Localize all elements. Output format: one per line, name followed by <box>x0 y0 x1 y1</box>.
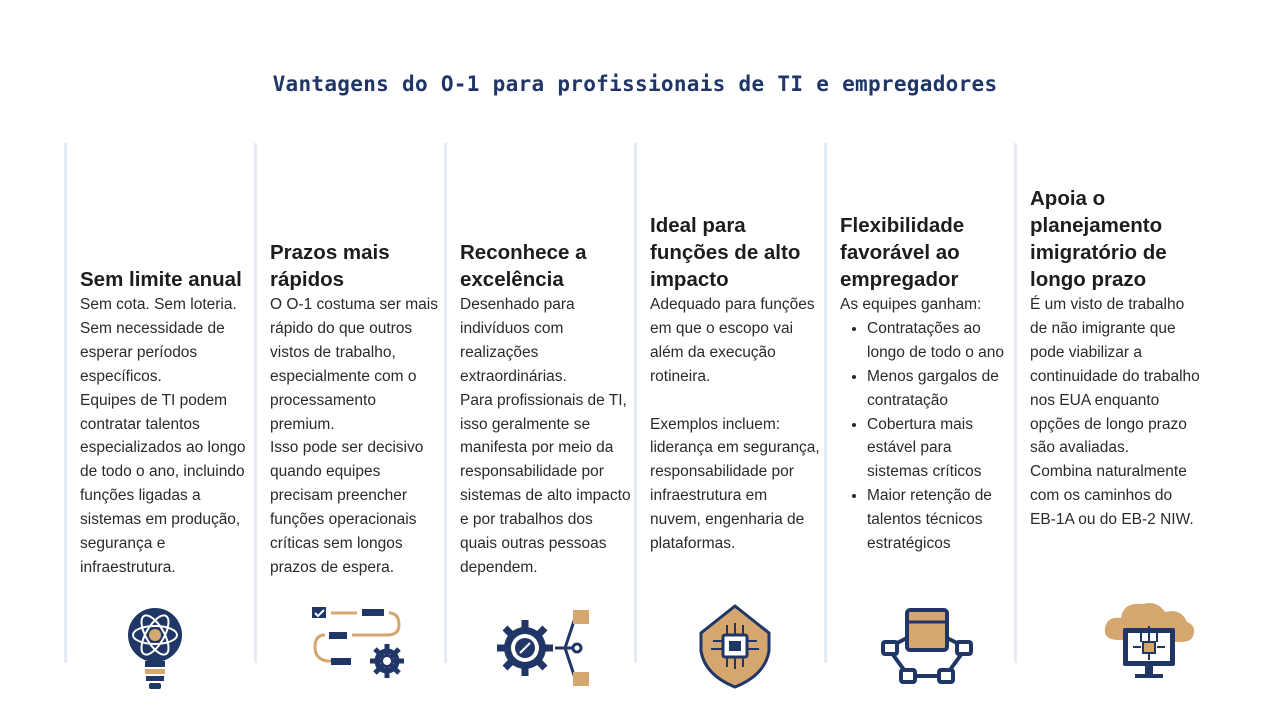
column-heading: Sem limite anual <box>80 268 242 291</box>
column-alto-impacto <box>634 143 822 663</box>
paragraph: Isso pode ser decisivo quando equipes precisam preencher funções operacionais críticas sem longos prazos de espera. <box>270 439 424 576</box>
paragraph: Desenhado para indivíduos com realizações extraordinárias. <box>460 296 575 385</box>
column-body <box>460 293 632 580</box>
column-excelencia <box>444 143 632 663</box>
bullet-list <box>840 317 1012 556</box>
column-body <box>650 293 822 556</box>
paragraph: Equipes de TI podem contratar talentos especializados ao longo de todo o ano, incluindo funções ligadas a sistemas em produção, segurança e infraestrutura. <box>80 391 246 576</box>
cloud-computer-icon <box>1101 598 1197 688</box>
page-title: Vantagens do O-1 para profissionais de TI e empregadores <box>272 72 998 96</box>
workflow-gear-icon <box>307 603 407 688</box>
column-prazos <box>254 143 442 663</box>
column-body <box>840 293 1012 556</box>
paragraph: Exemplos incluem: liderança em segurança, responsabilidade por infraestrutura em nuvem, engenharia de plataformas. <box>650 415 820 553</box>
list-item: • Cobertura mais estável para sistemas críticos <box>867 413 1012 485</box>
list-item: • Menos gargalos de contratação <box>867 365 1012 413</box>
paragraph: Para profissionais de TI, isso geralmente se manifesta por meio da responsabilidade por sistemas de alto impacto e por trabalhos dos quais outras pessoas dependem. <box>460 391 631 576</box>
paragraph: Combina naturalmente com os caminhos do EB-1A ou do EB-2 NIW. <box>1030 463 1194 529</box>
column-sem-limite <box>64 143 252 663</box>
column-heading: Ideal para funções de alto impacto <box>650 214 801 291</box>
column-body <box>80 293 252 580</box>
paragraph: Sem cota. Sem loteria. Sem necessidade de esperar períodos específicos. <box>80 296 237 385</box>
column-planejamento <box>1014 143 1202 663</box>
column-flexibilidade <box>824 143 1012 663</box>
column-body <box>1030 293 1202 532</box>
column-heading: Apoia o planejamento imigratório de longo prazo <box>1030 187 1167 291</box>
paragraph: É um visto de trabalho de não imigrante que pode viabilizar a continuidade do trabalho nos EUA enquanto opções de longo prazo são avaliadas. <box>1030 296 1200 457</box>
paragraph: O O-1 costuma ser mais rápido do que outros vistos de trabalho, especialmente com o processamento premium. <box>270 296 438 433</box>
column-heading: Prazos mais rápidos <box>270 241 390 291</box>
paragraph: Adequado para funções em que o escopo vai além da execução rotineira. <box>650 296 815 385</box>
lightbulb-atom-icon <box>125 603 185 698</box>
column-heading: Flexibilidade favorável ao empregador <box>840 214 965 291</box>
network-nodes-icon <box>879 608 975 686</box>
list-item: • Maior retenção de talentos técnicos estratégicos <box>867 484 1012 556</box>
column-heading: Reconhece a excelência <box>460 241 587 291</box>
list-item: • Contratações ao longo de todo o ano <box>867 317 1012 365</box>
gear-network-icon <box>495 608 595 688</box>
bullet-intro: As equipes ganham: <box>840 296 982 313</box>
column-body <box>270 293 442 580</box>
shield-chip-icon <box>697 603 773 689</box>
